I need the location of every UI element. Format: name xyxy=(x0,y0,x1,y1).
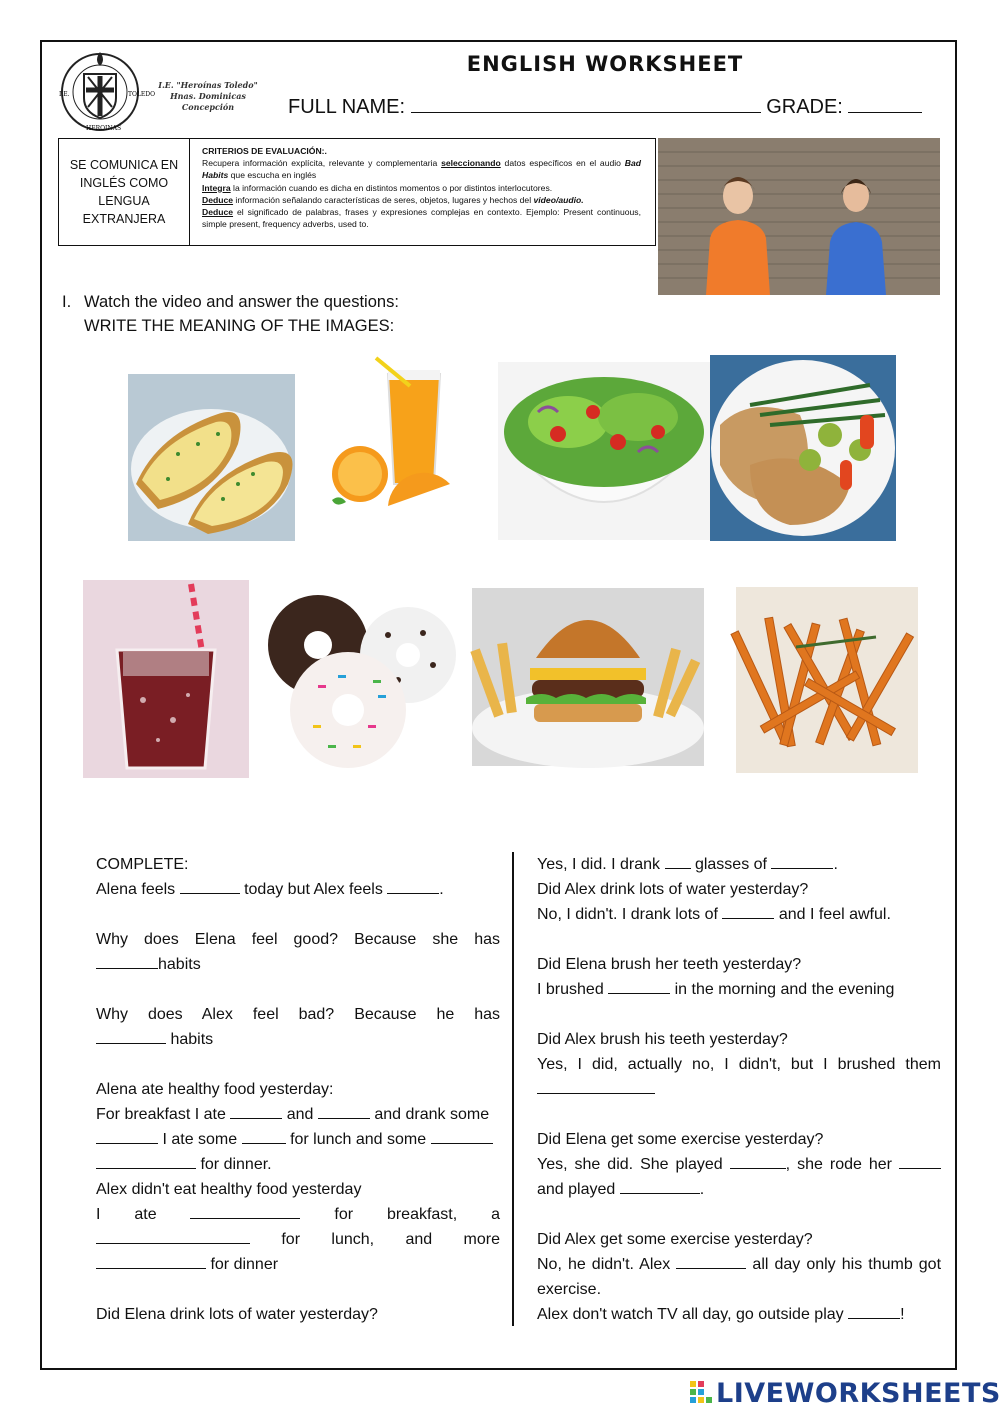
criteria-heading: CRITERIOS DE EVALUACIÓN:. xyxy=(202,146,327,156)
answer-blank[interactable] xyxy=(96,1127,158,1144)
answer-blank[interactable] xyxy=(722,902,774,919)
alex-lunch-line: for lunch, and more xyxy=(96,1227,500,1252)
elena-teeth-answer: I brushed in the morning and the evening xyxy=(537,977,941,1002)
salad-image xyxy=(498,362,710,540)
criteria-line-1: Recupera información explícita, relevante y complementaria seleccionando datos específicos en el audio Bad Habits que escucha en inglés xyxy=(202,158,641,181)
answer-blank[interactable] xyxy=(899,1152,941,1169)
alex-advice-line: Alex don't watch TV all day, go outside play ! xyxy=(537,1302,941,1327)
answer-blank[interactable] xyxy=(387,877,439,894)
criteria-line-3: Deduce información señalando características de seres, objetos, lugares y hechos del video/audio. xyxy=(202,194,584,205)
soda-image xyxy=(83,580,249,778)
dinner-line: for dinner. xyxy=(96,1152,500,1177)
alex-breakfast-line: I ate for breakfast, a xyxy=(96,1202,500,1227)
question-alex-water: Did Alex drink lots of water yesterday? xyxy=(537,881,809,898)
criteria-box xyxy=(189,138,656,246)
instructions xyxy=(62,290,399,338)
school-name xyxy=(158,80,258,113)
left-questions-column xyxy=(96,852,500,1327)
answer-blank[interactable] xyxy=(537,1077,655,1094)
answer-blank[interactable] xyxy=(318,1102,370,1119)
right-questions-column xyxy=(537,852,941,1327)
question-alex-bad-answer: habits xyxy=(96,1027,500,1052)
answer-blank[interactable] xyxy=(242,1127,286,1144)
school-line-1: I.E. "Heroínas Toledo" xyxy=(158,80,258,90)
answer-blank[interactable] xyxy=(771,852,833,869)
scrambled-eggs-toast-image xyxy=(128,374,295,541)
alex-teeth-blank-line xyxy=(537,1077,941,1102)
school-logo xyxy=(48,46,156,134)
question-elena-good: Why does Elena feel good? Because she has xyxy=(96,931,500,948)
answer-blank[interactable] xyxy=(848,1302,900,1319)
answer-blank[interactable] xyxy=(620,1177,700,1194)
answer-blank[interactable] xyxy=(230,1102,282,1119)
french-fries-image xyxy=(736,587,918,773)
answer-blank[interactable] xyxy=(665,852,691,869)
breakfast-line: For breakfast I ate and and drank some xyxy=(96,1102,500,1127)
liveworksheets-brand: LIVEWORKSHEETS xyxy=(716,1377,1001,1409)
answer-blank[interactable] xyxy=(730,1152,786,1169)
full-name-field[interactable] xyxy=(411,96,761,113)
competency-box: SE COMUNICA EN INGLÉS COMO LENGUA EXTRANJERA xyxy=(58,138,190,246)
full-name-label: FULL NAME: xyxy=(288,96,406,118)
question-elena-teeth: Did Elena brush her teeth yesterday? xyxy=(537,956,802,973)
answer-blank[interactable] xyxy=(190,1202,300,1219)
criteria-line-2: Integra la información cuando es dicha en distintos momentos o por distintos interlocutores. xyxy=(202,182,553,193)
alex-unhealthy-food: Alex didn't eat healthy food yesterday xyxy=(96,1181,362,1198)
question-elena-water: Did Elena drink lots of water yesterday? xyxy=(96,1306,378,1323)
column-divider xyxy=(512,852,514,1326)
answer-blank[interactable] xyxy=(96,1152,196,1169)
question-feel: Alena feels today but Alex feels . xyxy=(96,877,500,902)
question-elena-exercise: Did Elena get some exercise yesterday? xyxy=(537,1131,824,1148)
question-alex-bad: Why does Alex feel bad? Because he has xyxy=(96,1006,501,1023)
answer-blank[interactable] xyxy=(96,1027,166,1044)
grade-field[interactable] xyxy=(848,96,922,113)
answer-blank[interactable] xyxy=(96,1252,206,1269)
answer-blank[interactable] xyxy=(96,1227,250,1244)
worksheet-title: ENGLISH WORKSHEET xyxy=(466,52,744,76)
donuts-image xyxy=(258,585,460,775)
alex-teeth-answer: Yes, I did, actually no, I didn't, but I brushed them xyxy=(537,1056,941,1073)
question-alex-exercise: Did Alex get some exercise yesterday? xyxy=(537,1231,813,1248)
orange-juice-image xyxy=(330,356,454,522)
grilled-chicken-vegetables-image xyxy=(710,355,896,541)
elena-exercise-answer-2: and played . xyxy=(537,1177,941,1202)
liveworksheets-logo-icon xyxy=(690,1379,712,1407)
alex-exercise-answer: No, he didn't. Alex all day only his thumb got xyxy=(537,1252,941,1277)
complete-heading: COMPLETE: xyxy=(96,856,189,873)
lunch-line: I ate some for lunch and some xyxy=(96,1127,500,1152)
alex-dinner-line: for dinner xyxy=(96,1252,500,1277)
name-grade-line xyxy=(288,96,922,119)
alena-healthy-food: Alena ate healthy food yesterday: xyxy=(96,1081,334,1098)
answer-blank[interactable] xyxy=(180,877,240,894)
school-line-2: Hnas. Dominicas xyxy=(170,91,246,101)
logo-text-right: TOLEDO xyxy=(128,91,156,98)
liveworksheets-footer xyxy=(690,1376,1001,1410)
criteria-line-4: Deduce el significado de palabras, frases y expresiones complejas en contexto. Ejemplo: Present continuous, simple present, frequency adverbs, used to. xyxy=(202,207,641,230)
elena-water-answer: Yes, I did. I drank glasses of . xyxy=(537,852,941,877)
hamburger-fries-image xyxy=(472,588,704,766)
elena-exercise-answer: Yes, she did. She played , she rode her xyxy=(537,1152,941,1177)
logo-text-bottom: HEROINAS xyxy=(86,125,122,132)
question-elena-good-answer: habits xyxy=(96,952,500,977)
school-line-3: Concepción xyxy=(181,102,235,112)
logo-text-left: I.E. xyxy=(59,91,70,98)
alex-exercise-answer-2: exercise. xyxy=(537,1281,602,1298)
question-alex-teeth: Did Alex brush his teeth yesterday? xyxy=(537,1031,788,1048)
answer-blank[interactable] xyxy=(431,1127,493,1144)
instruction-line-2: WRITE THE MEANING OF THE IMAGES: xyxy=(84,317,395,335)
answer-blank[interactable] xyxy=(96,952,158,969)
instruction-line-1: Watch the video and answer the questions: xyxy=(84,293,399,311)
answer-blank[interactable] xyxy=(608,977,670,994)
alex-water-answer: No, I didn't. I drank lots of and I feel awful. xyxy=(537,902,941,927)
video-still-image xyxy=(658,138,940,295)
grade-label: GRADE: xyxy=(766,96,843,118)
section-number: I. xyxy=(62,293,72,311)
answer-blank[interactable] xyxy=(676,1252,746,1269)
